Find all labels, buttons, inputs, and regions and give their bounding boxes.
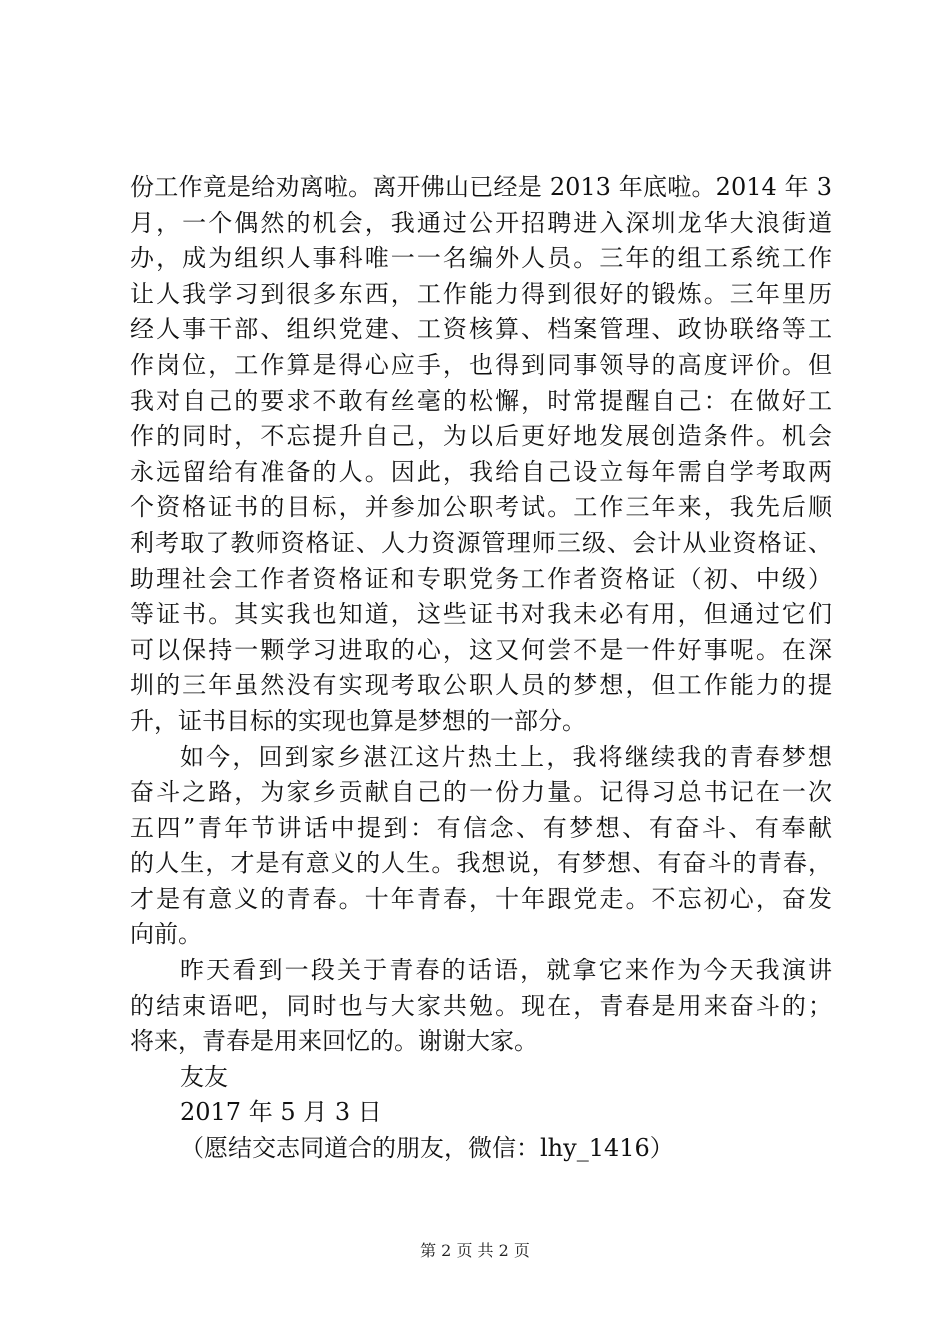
text-line-1: 份工作竟是给劝离啦。离开佛山已经是 2013 年底啦。2014 年 3 [130, 173, 832, 201]
text-line-22: 向前。 [130, 920, 202, 949]
text-line-21: 才是有意义的青春。十年青春，十年跟党走。不忘初心，奋发 [130, 884, 832, 913]
text-line-20: 的人生，才是有意义的人生。我想说，有梦想、有奋斗的青春， [130, 849, 832, 878]
text-line-7: 我对自己的要求不敢有丝毫的松懈，时常提醒自己：在做好工 [130, 386, 832, 415]
text-line-19: 五四”青年节讲话中提到：有信念、有梦想、有奋斗、有奉献 [130, 813, 832, 842]
signature-name: 友友 [180, 1062, 228, 1091]
text-line-3: 办，成为组织人事科唯一一名编外人员。三年的组工系统工作 [130, 244, 832, 273]
text-line-11: 利考取了教师资格证、人力资源管理师三级、会计从业资格证、 [130, 528, 832, 557]
text-line-2: 月，一个偶然的机会，我通过公开招聘进入深圳龙华大浪街道 [130, 208, 832, 237]
text-line-25: 将来，青春是用来回忆的。谢谢大家。 [130, 1027, 538, 1056]
text-line-23: 昨天看到一段关于青春的话语，就拿它来作为今天我演讲 [180, 956, 832, 985]
contact-note: （愿结交志同道合的朋友，微信：lhy_1416） [180, 1134, 674, 1163]
text-line-8: 作的同时，不忘提升自己，为以后更好地发展创造条件。机会 [130, 422, 832, 451]
text-line-17: 如今，回到家乡湛江这片热土上，我将继续我的青春梦想 [180, 742, 832, 771]
text-line-15: 圳的三年虽然没有实现考取公职人员的梦想，但工作能力的提 [130, 671, 832, 700]
document-body [130, 170, 832, 1167]
text-line-24: 的结束语吧，同时也与大家共勉。现在，青春是用来奋斗的； [130, 991, 832, 1020]
text-line-16: 升，证书目标的实现也算是梦想的一部分。 [130, 706, 586, 735]
text-line-12: 助理社会工作者资格证和专职党务工作者资格证（初、中级） [130, 564, 832, 593]
text-line-5: 经人事干部、组织党建、工资核算、档案管理、政协联络等工 [130, 315, 832, 344]
signature-date: 2017 年 5 月 3 日 [180, 1098, 382, 1127]
text-line-18: 奋斗之路，为家乡贡献自己的一份力量。记得习总书记在一次 [130, 778, 832, 807]
text-line-6: 作岗位，工作算是得心应手，也得到同事领导的高度评价。但 [130, 350, 832, 379]
page-footer: 第 2 页 共 2 页 [420, 1241, 530, 1260]
text-line-4: 让人我学习到很多东西，工作能力得到很好的锻炼。三年里历 [130, 279, 832, 308]
text-line-13: 等证书。其实我也知道，这些证书对我未必有用，但通过它们 [130, 600, 832, 629]
text-line-10: 个资格证书的目标，并参加公职考试。工作三年来，我先后顺 [130, 493, 832, 522]
text-line-9: 永远留给有准备的人。因此，我给自己设立每年需自学考取两 [130, 457, 832, 486]
text-line-14: 可以保持一颗学习进取的心，这又何尝不是一件好事呢。在深 [130, 635, 832, 664]
